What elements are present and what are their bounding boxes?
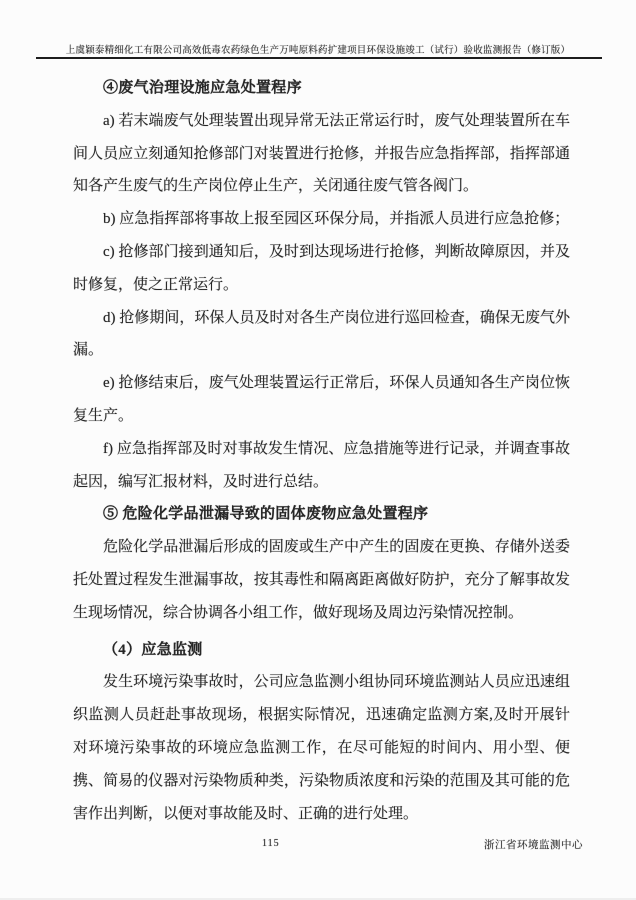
page-number: 115 [262,838,280,849]
section-heading-waste-gas: ④废气治理设施应急处置程序 [103,80,302,96]
page-footer [0,836,636,856]
section-heading-emergency-monitoring: （4）应急监测 [103,641,203,658]
running-header-title: 上虞颖泰精细化工有限公司高效低毒农药绿色生产万吨原料药扩建项目环保设施竣工（试行）验收监测报告（修订版） [65,46,571,56]
paragraph-monitoring-body: 发生环境污染事故时，公司应急监测小组协同环境监测站人员应迅速组织监测人员赶赴事故现场，根据实际情况，迅速确定监测方案,及时开展针对环境污染事故的环境应急监测工作，在尽可能短的时间内、用小型、便携、简易的仪器对污染物质种类，污染物质浓度和污染的范围及其可能的危害作出判断，以便对事故能及时、正确的进行处理。 [73,674,570,822]
paragraph-hazardous-body: 危险化学品泄漏后形成的固废或生产中产生的固废在更换、存储外送委托处置过程发生泄漏事故，按其毒性和隔离距离做好防护，充分了解事故发生现场情况，综合协调各小组工作，做好现场及周边污染情况控制。 [73,539,570,621]
paragraph-item-f: f) 应急指挥部及时对事故发生情况、应急措施等进行记录，并调查事故起因，编写汇报材料，及时进行总结。 [73,440,570,490]
section-heading-hazardous-chemicals: ⑤ 危险化学品泄漏导致的固体废物应急处置程序 [103,506,429,523]
document-body [73,72,570,830]
paragraph-item-a: a) 若末端废气处理装置出现异常无法正常运行时，废气处理装置所在车间人员应立刻通知抢修部门对装置进行抢修，并报告应急指挥部，指挥部通知各产生废气的生产岗位停止生产，关闭通往废气管各阀门。 [73,112,570,195]
paragraph-item-d: d) 抢修期间，环保人员及时对各生产岗位进行巡回检查，确保无废气外漏。 [73,309,570,359]
paragraph-item-e: e) 抢修结束后，废气处理装置运行正常后，环保人员通知各生产岗位恢复生产。 [73,375,570,424]
paragraph-item-b: b) 应急指挥部将事故上报至园区环保分局，并指派人员进行应急抢修； [103,211,570,228]
header-rule [36,57,602,59]
paragraph-item-c: c) 抢修部门接到通知后，及时到达现场进行抢修，判断故障原因，并及时修复，使之正常运行。 [73,243,570,293]
footer-organization: 浙江省环境监测中心 [484,840,583,851]
